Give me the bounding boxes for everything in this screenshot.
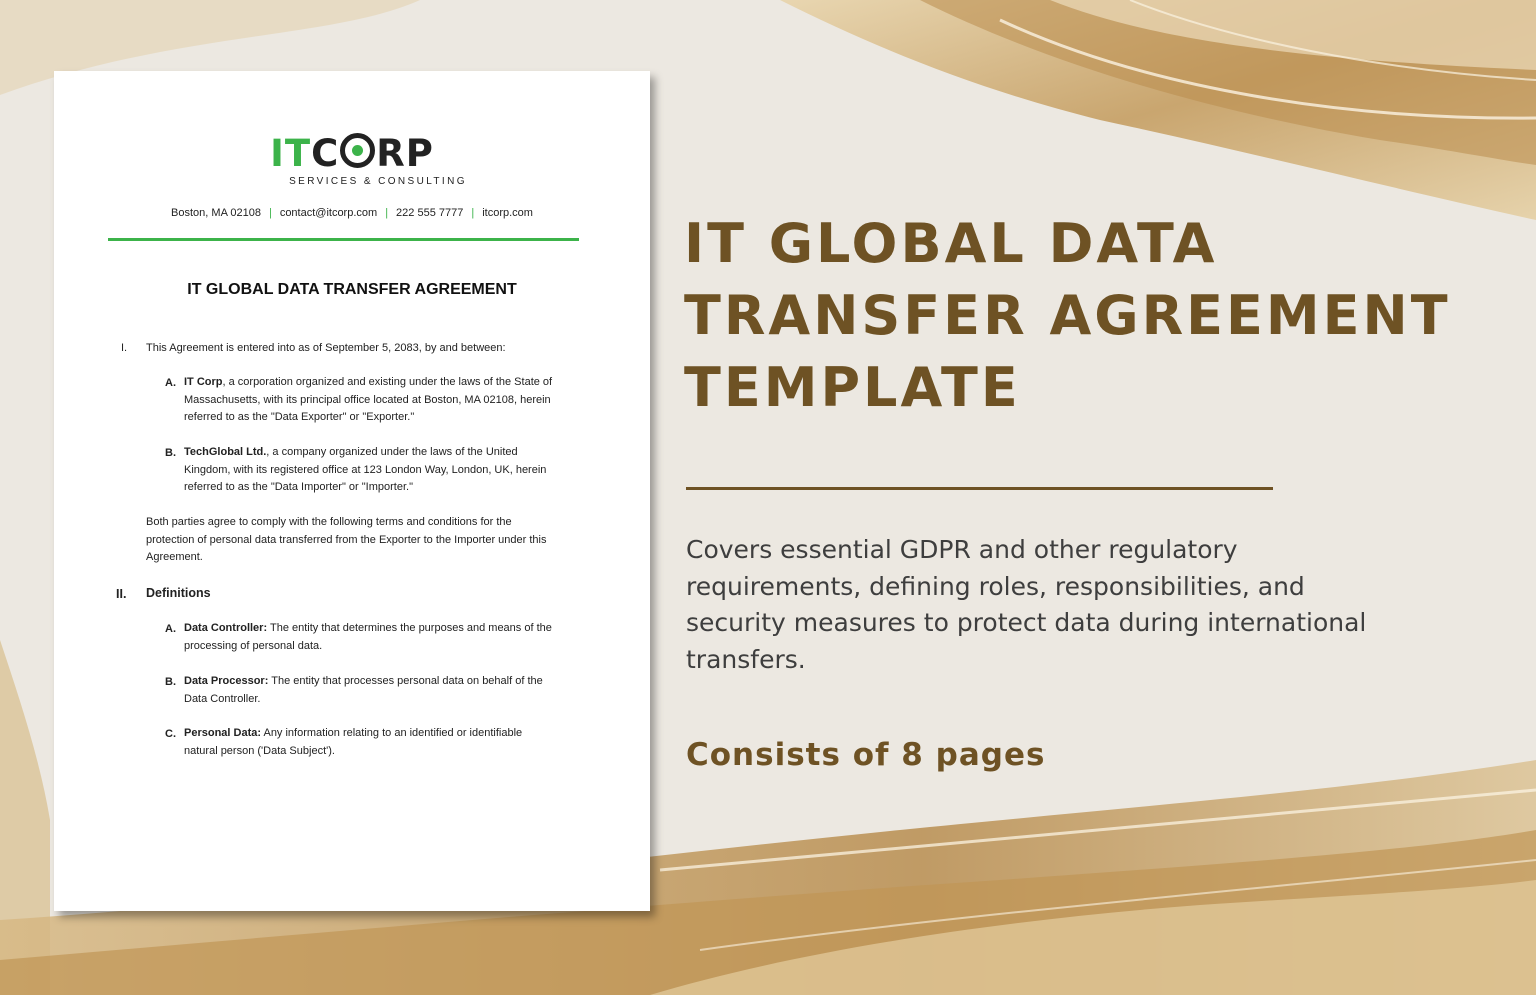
section-1-paragraph: Both parties agree to comply with the following terms and conditions for the protection of personal data transferred from the Exporter to the Importer under this Agreement. <box>146 516 547 563</box>
section-2-item-c: Personal Data: Any information relating to an identified or identifiable natural person ('Data Subject'). <box>184 727 523 757</box>
contact-separator: | <box>471 207 475 219</box>
section-2-item-c-letter: C. <box>165 728 176 740</box>
promo-description: Covers essential GDPR and other regulatory requirements, defining roles, responsibilities, and security measures to protect data during international transfers. <box>686 535 1367 674</box>
section-1-item-b: TechGlobal Ltd., a company organized under the laws of the United Kingdom, with its registered office at 123 London Way, London, UK, herein referred to as the "Data Importer" or "Importer." <box>184 446 547 493</box>
section-1-numeral: I. <box>121 342 128 354</box>
section-2-numeral: II. <box>116 587 127 601</box>
contact-email: contact@itcorp.com <box>279 207 378 219</box>
section-1-item-a-letter: A. <box>165 377 176 389</box>
contact-website: itcorp.com <box>482 207 533 219</box>
section-2-item-b: Data Processor: The entity that processes personal data on behalf of the Data Controller. <box>184 675 543 705</box>
promo-divider <box>686 487 1273 490</box>
contact-address: Boston, MA 02108 <box>171 207 261 219</box>
header-divider <box>108 238 579 241</box>
section-2-item-b-letter: B. <box>165 676 176 688</box>
section-1-intro: This Agreement is entered into as of September 5, 2083, by and between: <box>146 342 506 354</box>
document-page <box>54 71 650 911</box>
logo-o-mark <box>340 133 375 168</box>
promo-title: IT GLOBAL DATA TRANSFER AGREEMENT TEMPLATE <box>684 212 1451 419</box>
section-1-item-a: IT Corp, a corporation organized and existing under the laws of the State of Massachusetts, with its principal office located at Boston, MA 02108, herein referred to as the "Data Exporter" or "Exporter." <box>184 376 553 423</box>
logo-subtitle: SERVICES & CONSULTING <box>289 176 467 187</box>
company-logo: ITC RP SERVICES & CONSULTING <box>54 133 650 187</box>
section-2-heading: Definitions <box>146 586 211 600</box>
contact-separator: | <box>385 207 389 219</box>
section-2-item-a: Data Controller: The entity that determines the purposes and means of the processing of personal data. <box>184 622 552 652</box>
promo-page-count: Consists of 8 pages <box>686 737 1046 773</box>
section-1-item-b-letter: B. <box>165 447 176 459</box>
contact-phone: 222 555 7777 <box>396 207 464 219</box>
contact-separator: | <box>268 207 272 219</box>
contact-bar <box>54 207 650 219</box>
document-title: IT GLOBAL DATA TRANSFER AGREEMENT <box>187 281 517 298</box>
section-2-item-a-letter: A. <box>165 623 176 635</box>
